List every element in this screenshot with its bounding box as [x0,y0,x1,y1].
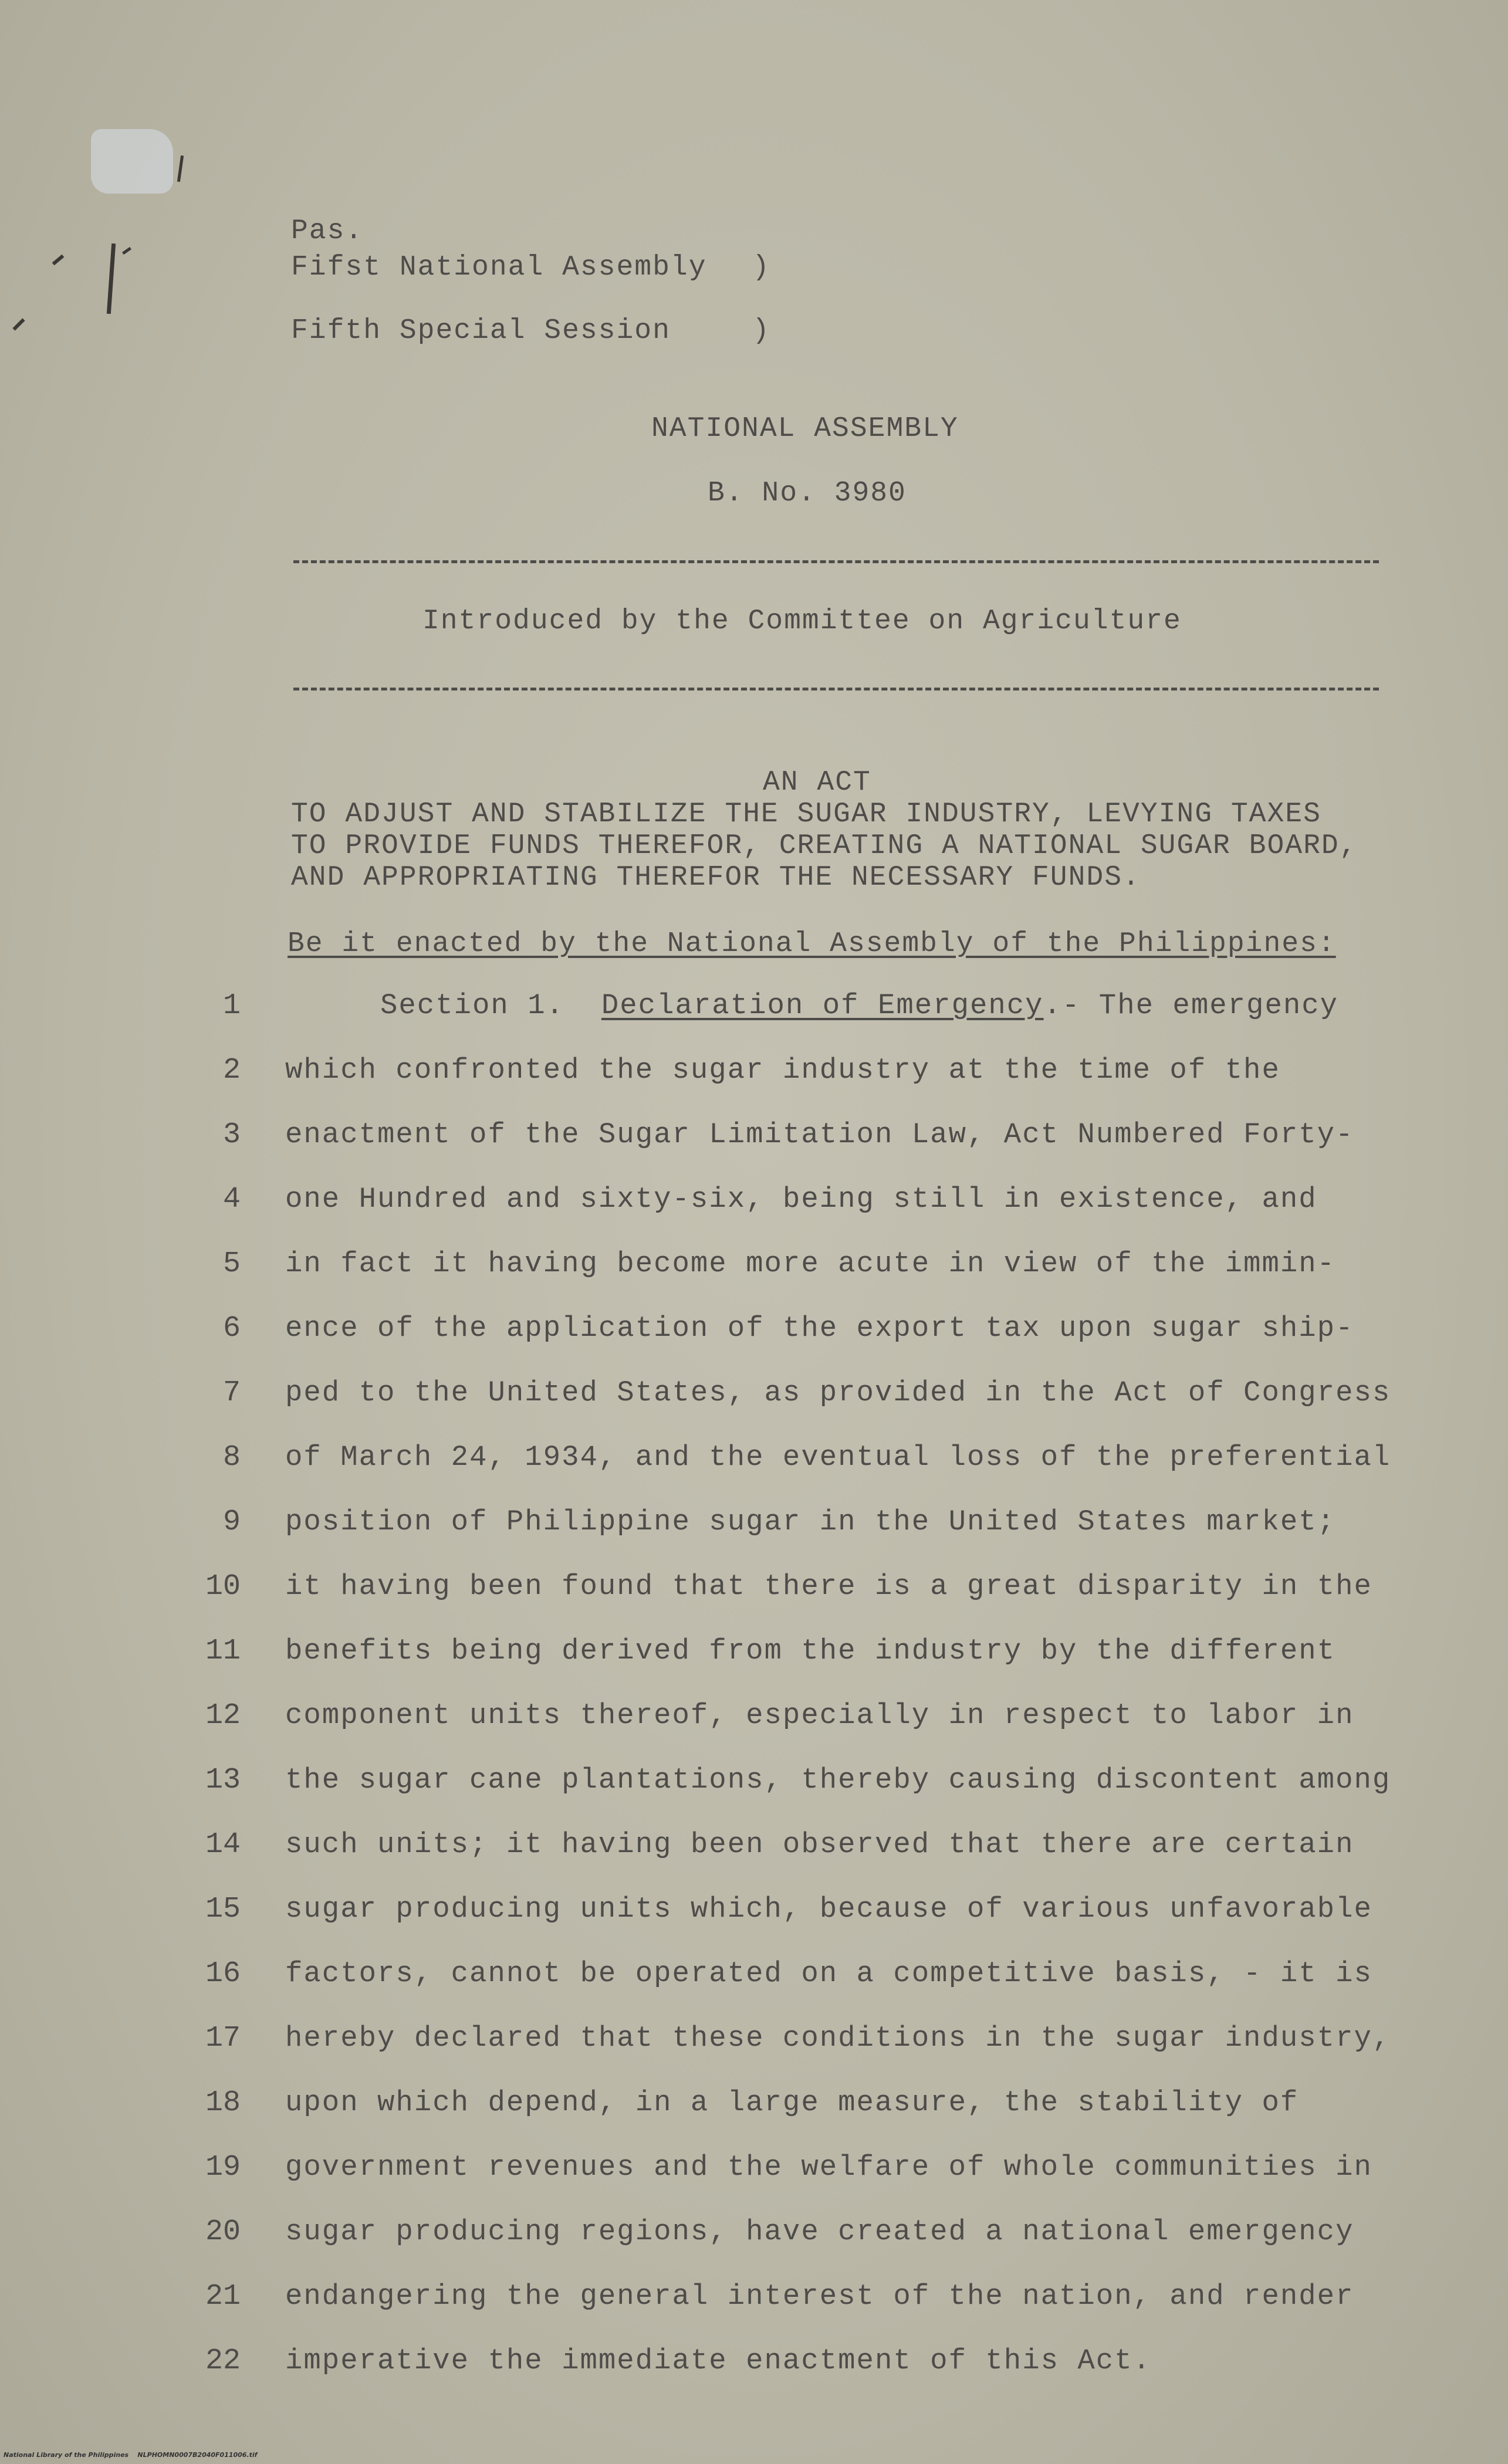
line-number: 15 [205,1893,241,1926]
line-number: 18 [205,2086,241,2120]
body-line: sugar producing regions, have created a national emergency [285,2215,1354,2248]
line-number: 3 [222,1118,241,1152]
ink-mark [107,243,116,314]
body-line: such units; it having been observed that there are certain [285,1828,1354,1861]
act-title-line: TO PROVIDE FUNDS THEREFOR, CREATING A NATIONAL SUGAR BOARD, [291,830,1358,862]
line-number: 9 [222,1505,241,1539]
ink-mark [12,318,25,330]
dashed-rule-top [293,560,1379,563]
body-line: one Hundred and sixty-six, being still in existence, and [285,1183,1317,1216]
line-number: 7 [222,1376,241,1410]
line-number: 1 [222,989,241,1023]
body-line: imperative the immediate enactment of this Act. [285,2344,1152,2377]
line-number: 14 [205,1828,241,1861]
header-mark: Pas. [291,215,364,247]
line-number: 12 [205,1699,241,1732]
line-number: 11 [205,1634,241,1668]
line-number: 22 [205,2344,241,2378]
body-line: in fact it having become more acute in view of the immin- [285,1247,1336,1280]
line-number: 19 [205,2151,241,2184]
line-number: 6 [222,1312,241,1345]
assembly-title: NATIONAL ASSEMBLY [651,413,959,445]
session-line: Fifth Special Session [291,315,671,347]
introduced-by: Introduced by the Committee on Agriculture [422,605,1182,637]
line-number: 4 [222,1183,241,1216]
line-number: 16 [205,1957,241,1991]
body-line: which confronted the sugar industry at the time of the [285,1054,1280,1087]
assembly-line: Fifst National Assembly [291,252,707,283]
line-number: 2 [222,1054,241,1087]
dashed-rule-bottom [293,688,1379,691]
body-line: hereby declared that these conditions in the sugar industry, [285,2022,1391,2055]
line-number: 21 [205,2280,241,2313]
line-number: 17 [205,2022,241,2055]
body-line: endangering the general interest of the nation, and render [285,2280,1354,2313]
body-line: benefits being derived from the industry by the different [285,1634,1336,1667]
body-line: ence of the application of the export tax upon sugar ship- [285,1312,1354,1345]
bill-number: B. No. 3980 [708,478,907,509]
body-line: upon which depend, in a large measure, the stability of [285,2086,1299,2119]
enacting-clause: Be it enacted by the National Assembly of the Philippines: [288,928,1336,960]
bracket: ) [752,315,770,347]
section-first-line [380,991,1338,1020]
body-line: factors, cannot be operated on a competitive basis, - it is [285,1957,1372,1990]
line-number: 13 [205,1764,241,1797]
section-heading: Declaration of Emergency [601,989,1044,1022]
ink-mark [52,255,65,266]
body-line: government revenues and the welfare of whole communities in [285,2151,1372,2184]
act-heading: AN ACT [763,767,871,798]
line-number: 20 [205,2215,241,2249]
paper-smudge [91,129,173,194]
body-line: the sugar cane plantations, thereby causing discontent among [285,1764,1391,1796]
ink-mark [177,155,184,182]
body-line: component units thereof, especially in respect to labor in [285,1699,1354,1732]
act-title-line: AND APPROPRIATING THEREFOR THE NECESSARY FUNDS. [291,862,1141,893]
body-line: position of Philippine sugar in the United States market; [285,1505,1336,1538]
body-line: of March 24, 1934, and the eventual loss of the preferential [285,1441,1391,1474]
body-line: it having been found that there is a great disparity in the [285,1570,1372,1603]
line-number: 10 [205,1570,241,1603]
act-title-line: TO ADJUST AND STABILIZE THE SUGAR INDUSTRY, LEVYING TAXES [291,798,1321,830]
body-line: ped to the United States, as provided in the Act of Congress [285,1376,1391,1409]
ink-mark [122,247,131,255]
body-line: enactment of the Sugar Limitation Law, Act Numbered Forty- [285,1118,1354,1151]
archive-footer: National Library of the Philippines NLPHOMN0007B2040F011006.tif [4,2451,258,2459]
line-number: 5 [222,1247,241,1281]
line-number: 8 [222,1441,241,1474]
section-label: Section 1. [380,989,565,1022]
body-line: sugar producing units which, because of various unfavorable [285,1893,1372,1925]
bracket: ) [752,252,770,283]
section-first-line-text: .- The emergency [1043,989,1339,1022]
